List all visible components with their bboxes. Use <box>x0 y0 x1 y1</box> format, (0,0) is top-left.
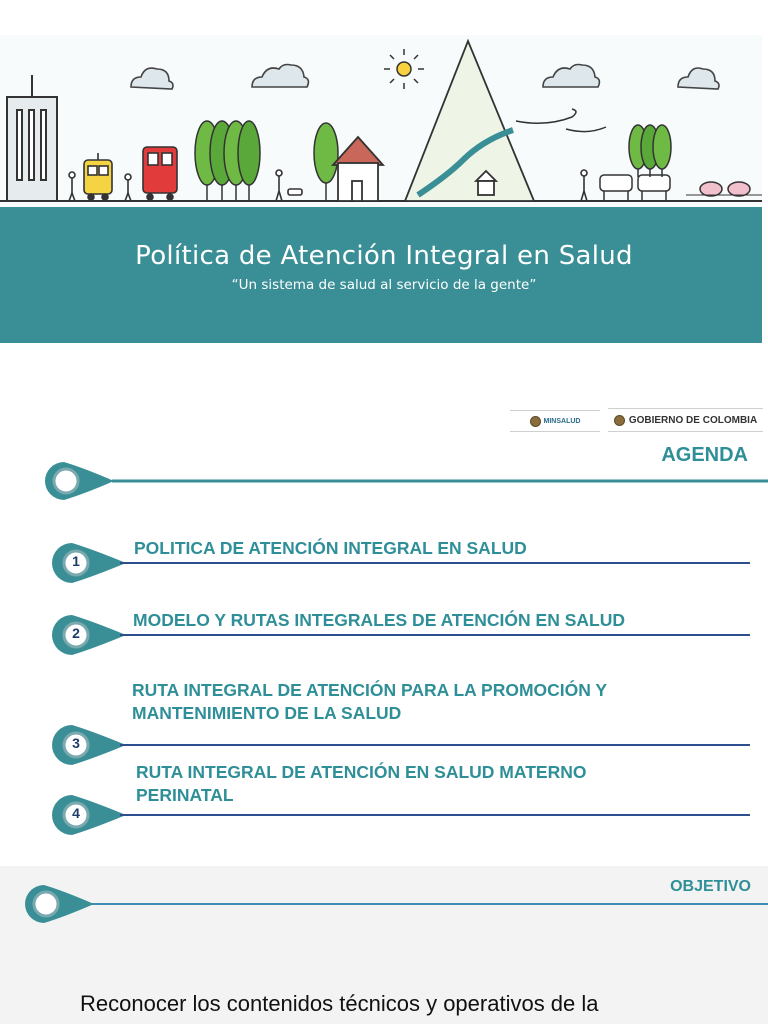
person-icon <box>581 170 587 201</box>
person-with-dog-icon <box>276 170 302 201</box>
item-2-badge-icon <box>50 612 130 658</box>
item-number: 2 <box>72 625 80 641</box>
tree-icon <box>314 123 338 201</box>
agenda-item-3: RUTA INTEGRAL DE ATENCIÓN PARA LA PROMOCIÓN Y MANTENIMIENTO DE LA SALUD <box>132 680 607 723</box>
agenda-item-2: MODELO Y RUTAS INTEGRALES DE ATENCIÓN EN SALUD <box>133 610 625 630</box>
gobierno-label: GOBIERNO DE COLOMBIA <box>628 414 758 426</box>
minsalud-logo <box>510 410 600 432</box>
cloud-icon <box>252 65 308 88</box>
slide-title: Política de Atención Integral en Salud <box>135 241 633 271</box>
item-1-badge-icon <box>50 540 130 586</box>
objective-slide <box>0 866 768 1024</box>
title-slide <box>0 35 762 343</box>
minsalud-label: MINSALUD <box>543 417 581 425</box>
item-number: 3 <box>72 735 80 751</box>
agenda-slide <box>0 400 768 850</box>
landscape-illustration <box>0 35 762 207</box>
seal-icon <box>530 416 541 427</box>
header-pin-icon <box>40 458 768 504</box>
tree-icon <box>195 121 260 201</box>
cloud-icon <box>131 68 173 89</box>
sun-icon <box>384 49 424 89</box>
item-4-badge-icon <box>50 792 130 838</box>
slide-subtitle: “Un sistema de salud al servicio de la gente” <box>231 277 537 293</box>
agenda-item-4: RUTA INTEGRAL DE ATENCIÓN EN SALUD MATERNO PERINATAL <box>136 762 587 805</box>
city-country-illustration <box>0 35 762 207</box>
tree-icon <box>629 125 671 177</box>
person-icon <box>69 172 75 201</box>
bus-icon <box>143 147 177 200</box>
item-divider <box>120 744 750 746</box>
gobierno-logo <box>608 408 763 432</box>
objective-heading: OBJETIVO <box>670 878 751 895</box>
cloud-icon <box>543 65 599 88</box>
item-number: 4 <box>72 805 80 821</box>
cloud-icon <box>678 68 719 89</box>
objective-body: Reconocer los contenidos técnicos y operativos de la <box>80 991 599 1016</box>
agenda-item-1: POLITICA DE ATENCIÓN INTEGRAL EN SALUD <box>134 538 527 558</box>
house-icon <box>333 137 383 201</box>
item-divider <box>120 562 750 564</box>
logos <box>508 408 768 434</box>
person-icon <box>125 174 131 201</box>
building-icon <box>7 75 57 201</box>
agenda-heading: AGENDA <box>661 444 748 466</box>
seal-icon <box>614 415 625 426</box>
item-divider <box>120 814 750 816</box>
objective-pin-icon <box>22 882 768 926</box>
item-number: 1 <box>72 553 80 569</box>
tram-icon <box>84 153 112 200</box>
cow-icon <box>600 175 670 201</box>
pig-icon <box>700 182 750 196</box>
item-3-badge-icon <box>50 722 130 768</box>
title-band <box>0 207 762 343</box>
item-divider <box>120 634 750 636</box>
mountain-icon <box>405 41 534 201</box>
